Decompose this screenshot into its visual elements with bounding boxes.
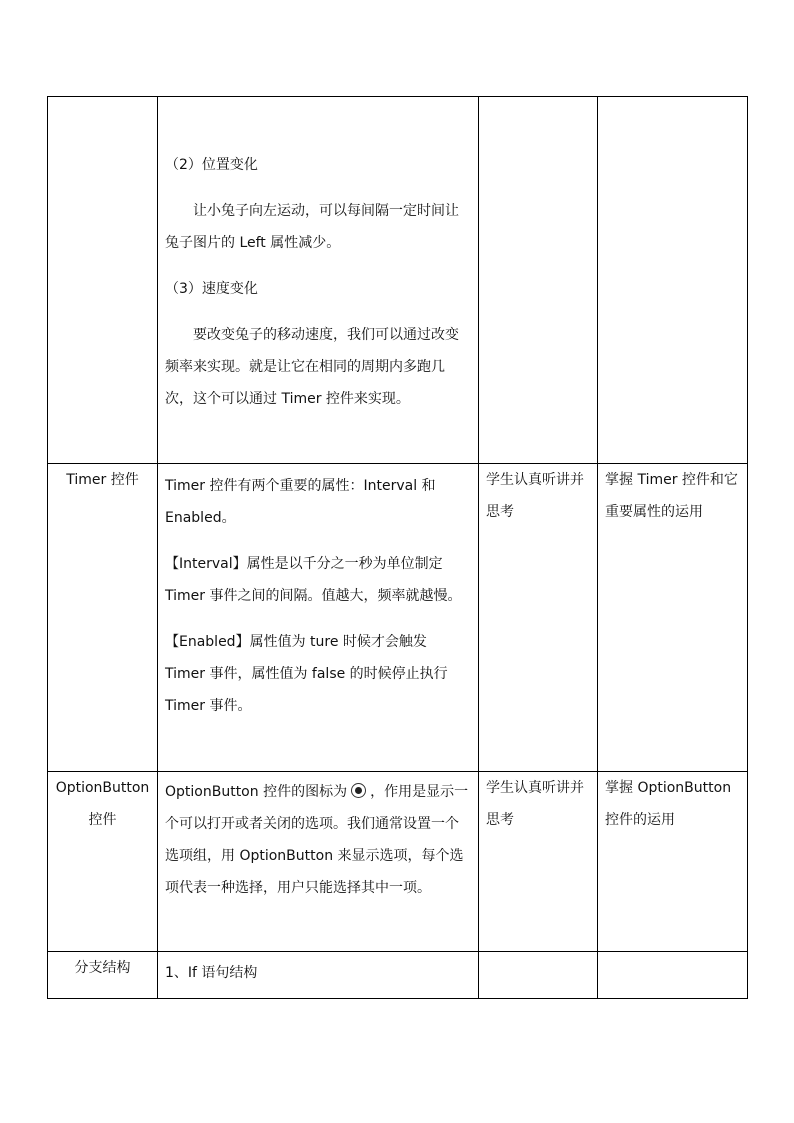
text-after-icon: ，作用是显示一个可以打开或者关闭的选项。我们通常设置一个选项组，用 OptionButton 来显示选项，每个选项代表一种选择，用户只能选择其中一项。 [165, 784, 469, 896]
table-row [48, 464, 748, 772]
item-title: （3）速度变化 [165, 281, 258, 297]
paragraph [165, 776, 471, 904]
student-activity-cell: 学生认真听讲并思考 [479, 772, 598, 952]
paragraph: 【Enabled】属性值为 ture 时候才会触发 Timer 事件，属性值为 false 的时候停止执行 Timer 事件。 [165, 634, 448, 714]
learning-goal-cell [598, 952, 748, 999]
content-cell [158, 772, 479, 952]
table-row [48, 772, 748, 952]
item-title: （2）位置变化 [165, 157, 258, 173]
item-body: 要改变兔子的移动速度，我们可以通过改变频率来实现。就是让它在相同的周期内多跑几次，这个可以通过 Timer 控件来实现。 [165, 327, 459, 407]
topic-cell: Timer 控件 [48, 464, 158, 772]
topic-cell [48, 97, 158, 464]
table-row [48, 97, 748, 464]
student-activity-cell [479, 952, 598, 999]
item-body: 让小兔子向左运动，可以每间隔一定时间让兔子图片的 Left 属性减少。 [165, 203, 459, 251]
paragraph: 【Interval】属性是以千分之一秒为单位制定 Timer 事件之间的间隔。值越大，频率就越慢。 [165, 556, 462, 604]
topic-cell: 分支结构 [48, 952, 158, 999]
content-cell [158, 97, 479, 464]
topic-cell: OptionButton 控件 [48, 772, 158, 952]
learning-goal-cell: 掌握 OptionButton 控件的运用 [598, 772, 748, 952]
radio-button-icon [351, 783, 366, 798]
table-row [48, 952, 748, 999]
content-cell: 1、If 语句结构 [158, 952, 479, 999]
student-activity-cell: 学生认真听讲并思考 [479, 464, 598, 772]
content-cell [158, 464, 479, 772]
learning-goal-cell: 掌握 Timer 控件和它重要属性的运用 [598, 464, 748, 772]
lesson-table [47, 96, 748, 999]
text-before-icon: OptionButton 控件的图标为 [165, 784, 348, 800]
student-activity-cell [479, 97, 598, 464]
paragraph: Timer 控件有两个重要的属性：Interval 和 Enabled。 [165, 478, 436, 526]
learning-goal-cell [598, 97, 748, 464]
